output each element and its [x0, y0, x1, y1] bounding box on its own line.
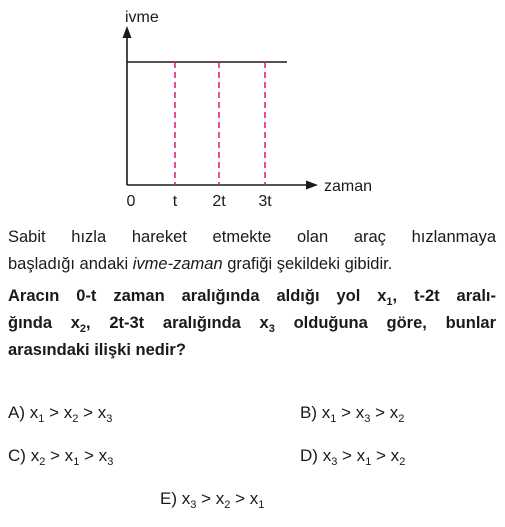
option-a[interactable]: A) $x_1 > x_2 > x_3$	[8, 403, 113, 425]
tick-label-2t: 2t	[212, 193, 226, 210]
tick-label-0: 0	[126, 193, 136, 210]
option-e[interactable]: E) $x_3 > x_2 > x_1$	[160, 489, 265, 511]
stem-line-1: Aracın 0-t zaman aralığında aldığı yol $x_1$, t-2t aralı-	[8, 287, 496, 308]
tick-label-3t: 3t	[258, 193, 272, 210]
intro-line-1: Sabit hızla hareket etmekte olan araç hızlanmaya	[8, 228, 496, 246]
stem-line-2: ğında $x_2$, 2t-3t aralığında $x_3$ olduğuna göre, bunlar	[8, 314, 497, 335]
x-axis-arrow-icon	[306, 181, 318, 190]
tick-label-t: t	[172, 193, 178, 210]
graph-name-italic: ivme-zaman	[132, 255, 223, 273]
stem-line-3: arasındaki ilişki nedir?	[8, 341, 186, 359]
acceleration-time-graph	[0, 0, 505, 215]
option-c[interactable]: C) $x_2 > x_1 > x_3$	[8, 446, 114, 468]
y-axis-label: ivme	[125, 9, 159, 26]
option-d[interactable]: D) $x_3 > x_1 > x_2$	[300, 446, 406, 468]
question-stem	[8, 283, 496, 364]
option-b[interactable]: B) $x_1 > x_3 > x_2$	[300, 403, 405, 425]
question-intro	[8, 224, 496, 278]
y-axis-arrow-icon	[123, 26, 132, 38]
intro-line-2: başladığı andaki ivme-zaman grafiği şekildeki gibidir.	[8, 255, 393, 273]
x-axis-label: zaman	[324, 178, 373, 195]
